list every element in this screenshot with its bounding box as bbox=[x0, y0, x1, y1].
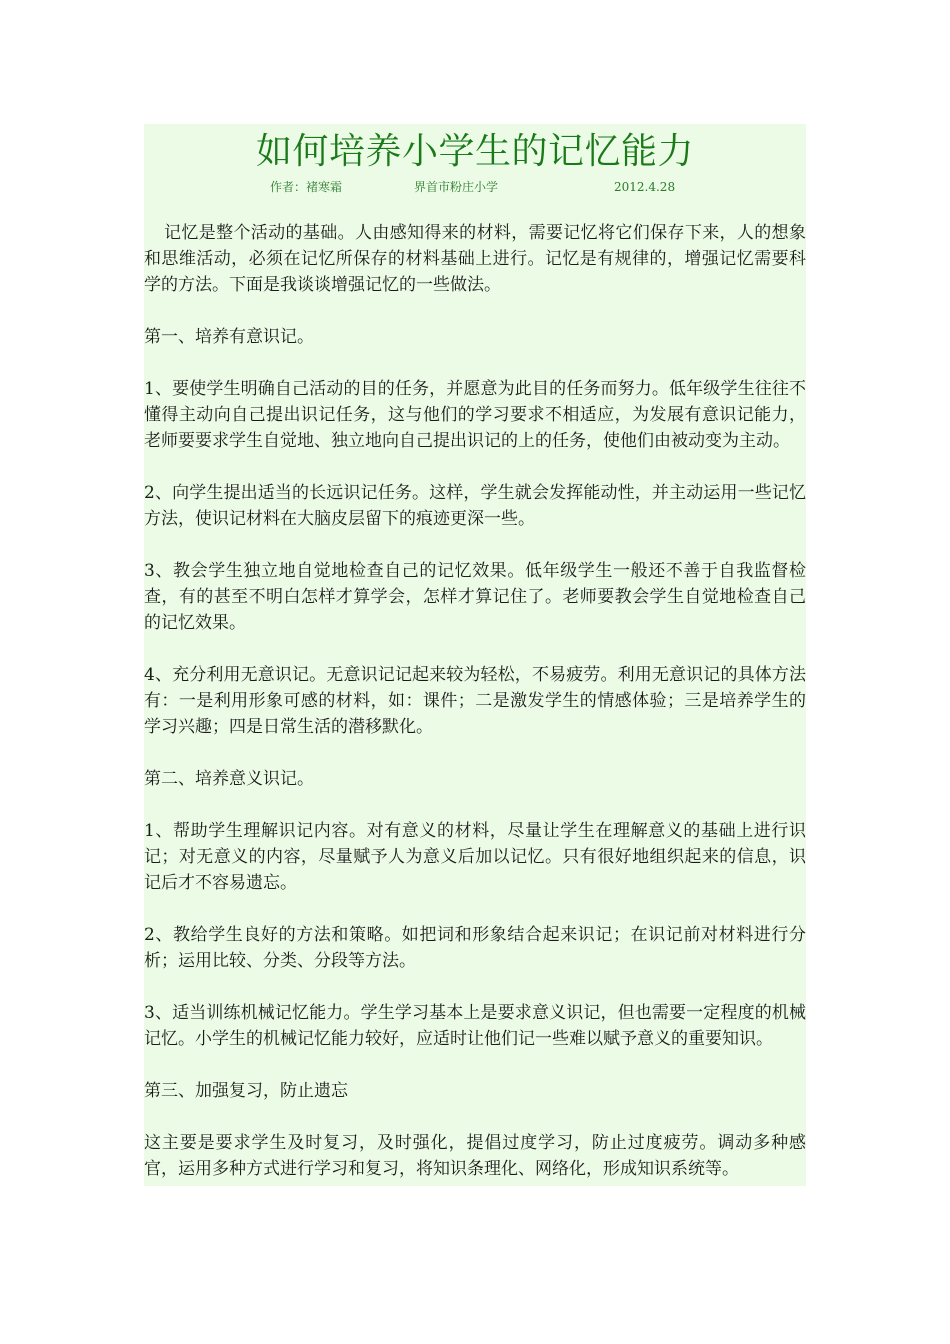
document-body bbox=[144, 220, 806, 1182]
body-paragraph: 1、帮助学生理解识记内容。对有意义的材料，尽量让学生在理解意义的基础上进行识记；对无意义的内容，尽量赋予人为意义后加以记忆。只有很好地组织起来的信息，识记后才不容易遗忘。 bbox=[144, 821, 806, 893]
body-paragraph: 4、充分利用无意识记。无意识记记起来较为轻松，不易疲劳。利用无意识记的具体方法有：一是利用形象可感的材料，如：课件；二是激发学生的情感体验；三是培养学生的学习兴趣；四是日常生活的潜移默化。 bbox=[144, 665, 806, 737]
school-name: 界首市粉庄小学 bbox=[414, 180, 499, 194]
section-heading: 第二、培养意义识记。 bbox=[144, 769, 314, 789]
intro-paragraph: 记忆是整个活动的基础。人由感知得来的材料，需要记忆将它们保存下来，人的想象和思维活动，必须在记忆所保存的材料基础上进行。记忆是有规律的，增强记忆需要科学的方法。下面是我谈谈增强记忆的一些做法。 bbox=[144, 223, 806, 295]
body-paragraph: 2、教给学生良好的方法和策略。如把词和形象结合起来识记；在识记前对材料进行分析；运用比较、分类、分段等方法。 bbox=[144, 925, 806, 971]
byline bbox=[144, 176, 806, 198]
body-paragraph: 2、向学生提出适当的长远识记任务。这样，学生就会发挥能动性，并主动运用一些记忆方法，使识记材料在大脑皮层留下的痕迹更深一些。 bbox=[144, 483, 806, 529]
document-page bbox=[144, 124, 806, 1186]
body-paragraph: 1、要使学生明确自己活动的目的任务，并愿意为此目的任务而努力。低年级学生往往不懂得主动向自己提出识记任务，这与他们的学习要求不相适应，为发展有意识记能力，老师要要求学生自觉地、独立地向自己提出识记的上的任务，使他们由被动变为主动。 bbox=[144, 379, 806, 451]
publish-date: 2012.4.28 bbox=[614, 180, 676, 194]
section-heading: 第一、培养有意识记。 bbox=[144, 327, 314, 347]
body-paragraph: 这主要是要求学生及时复习，及时强化，提倡过度学习，防止过度疲劳。调动多种感官，运用多种方式进行学习和复习，将知识条理化、网络化，形成知识系统等。 bbox=[144, 1133, 806, 1179]
section-heading: 第三、加强复习，防止遗忘 bbox=[144, 1081, 348, 1101]
document-title: 如何培养小学生的记忆能力 bbox=[255, 131, 694, 172]
body-paragraph: 3、适当训练机械记忆能力。学生学习基本上是要求意义识记，但也需要一定程度的机械记忆。小学生的机械记忆能力较好，应适时让他们记一些难以赋予意义的重要知识。 bbox=[144, 1003, 806, 1049]
body-paragraph: 3、教会学生独立地自觉地检查自己的记忆效果。低年级学生一般还不善于自我监督检查，有的甚至不明白怎样才算学会，怎样才算记住了。老师要教会学生自觉地检查自己的记忆效果。 bbox=[144, 561, 806, 633]
author-name: 作者：褚寒霜 bbox=[270, 180, 343, 194]
